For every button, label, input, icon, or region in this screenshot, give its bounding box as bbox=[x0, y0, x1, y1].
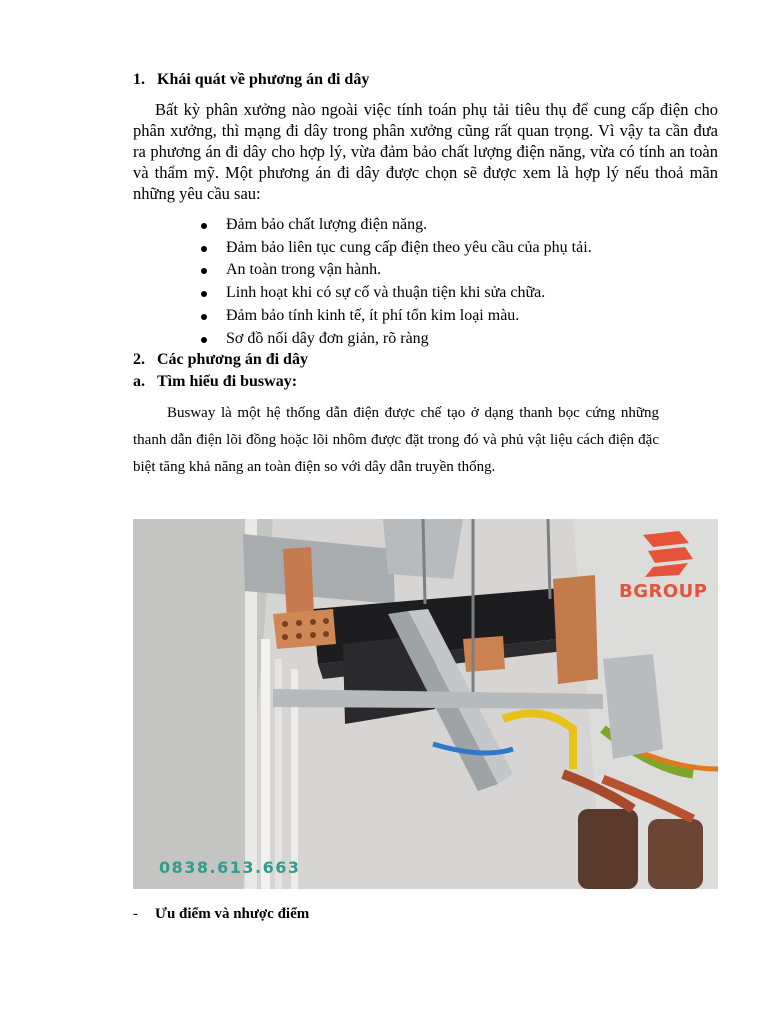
subsection-a-title: Tìm hiểu đi busway: bbox=[157, 373, 298, 390]
subsection-a-number: a. bbox=[133, 373, 145, 390]
list-item: Đảm bảo liên tục cung cấp điện theo yêu cầu của phụ tải. bbox=[198, 237, 592, 260]
requirements-list bbox=[198, 214, 592, 350]
list-item: Đảm bảo tính kinh tế, ít phí tổn kim loại màu. bbox=[198, 305, 592, 328]
pros-cons-heading bbox=[133, 906, 309, 923]
list-item: An toàn trong vận hành. bbox=[198, 259, 592, 282]
section-2-heading bbox=[133, 350, 308, 370]
list-item: Linh hoạt khi có sự cố và thuận tiện khi sửa chữa. bbox=[198, 282, 592, 305]
section-1-title: Khái quát về phương án đi dây bbox=[157, 71, 370, 88]
busway-photo bbox=[133, 519, 718, 889]
brand-logo-text: BGROUP bbox=[619, 581, 708, 602]
section-1-paragraph: Bất kỳ phân xưởng nào ngoài việc tính toán phụ tải tiêu thụ để cung cấp điện cho phân xưởng, thì mạng đi dây trong phân xưởng cũng rất quan trọng. Vì vậy ta cần đưa ra phương án đi dây cho hợp lý, vừa đảm bảo chất lượng điện năng, vừa có tính an toàn và thẩm mỹ. Một phương án đi dây được chọn sẽ được xem là hợp lý nếu thoả mãn những yêu cầu sau: bbox=[133, 100, 718, 203]
busway-paragraph-block bbox=[133, 400, 659, 481]
subsection-a-heading bbox=[133, 372, 297, 392]
section-2-number: 2. bbox=[133, 351, 145, 368]
busway-illustration bbox=[133, 519, 718, 889]
section-1-number: 1. bbox=[133, 71, 145, 88]
dash-marker: - bbox=[133, 906, 138, 922]
section-1-heading bbox=[133, 70, 369, 90]
list-item: Sơ đồ nối dây đơn giản, rõ ràng bbox=[198, 328, 592, 351]
section-1-paragraph-block bbox=[133, 99, 718, 204]
list-item: Đảm bảo chất lượng điện năng. bbox=[198, 214, 592, 237]
pros-cons-title: Ưu điểm và nhược điểm bbox=[155, 906, 310, 922]
busway-paragraph: Busway là một hệ thống dẫn điện được chế tạo ở dạng thanh bọc cứng những thanh dẫn điện lõi đồng hoặc lõi nhôm được đặt trong đó và phủ vật liệu cách điện đặc biệt tăng khả năng an toàn điện so với dây dẫn truyền thống. bbox=[133, 405, 659, 475]
phone-number: 0838.613.663 bbox=[159, 858, 301, 877]
section-2-title: Các phương án đi dây bbox=[157, 351, 308, 368]
